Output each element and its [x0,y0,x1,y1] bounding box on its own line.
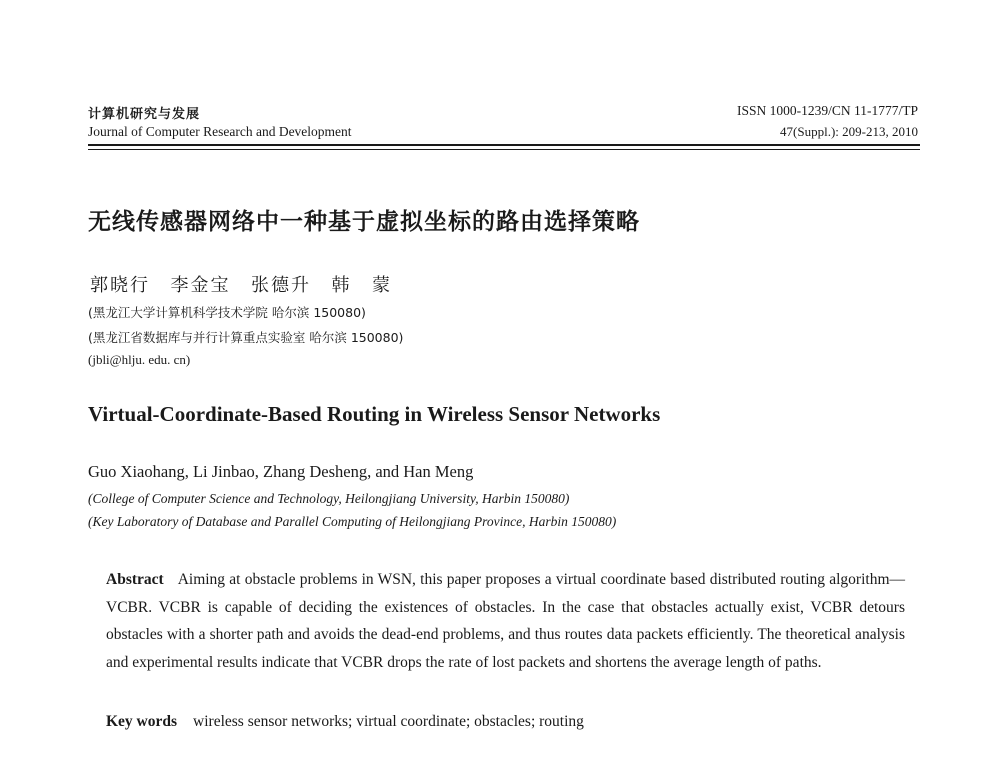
affiliation-en-1: (College of Computer Science and Technology, Heilongjiang University, Harbin 150080) [88,491,570,506]
affiliation-cn-2: (黑龙江省数据库与并行计算重点实验室 哈尔滨 150080) [88,330,404,345]
affiliation-en-2: (Key Laboratory of Database and Parallel Computing of Heilongjiang Province, Harbin 150080) [88,514,617,529]
issn-line: ISSN 1000-1239/CN 11-1777/TP [736,103,918,118]
paper-title-en: Virtual-Coordinate-Based Routing in Wireless Sensor Networks [88,402,661,426]
volume-line: 47(Suppl.): 209-213, 2010 [780,124,918,139]
abstract [106,566,905,676]
affiliation-cn-1: (黑龙江大学计算机科学技术学院 哈尔滨 150080) [88,305,366,320]
authors-en: Guo Xiaohang, Li Jinbao, Zhang Desheng, and Han Meng [88,462,474,481]
journal-title-cn: 计算机研究与发展 [88,107,201,122]
abstract-text: Aiming at obstacle problems in WSN, this paper proposes a virtual coordinate based distributed routing algorithm—VCBR. VCBR is capable of deciding the existences of obstacles. In the case that obstacles actually exist, VCBR detours obstacles with a shorter path and avoids the dead-end problems, and thus routes data packets efficiently. The theoretical analysis and experimental results indicate that VCBR drops the rate of lost packets and shortens the average length of paths. [106,571,905,671]
journal-title-en: Journal of Computer Research and Development [88,124,352,139]
authors-cn: 郭晓行 李金宝 张德升 韩 蒙 [90,275,392,295]
header-rule-thin [88,149,920,150]
header-rule-thick [88,144,920,146]
keywords-text: wireless sensor networks; virtual coordinate; obstacles; routing [193,713,584,730]
keywords [106,713,584,731]
paper-title-cn: 无线传感器网络中一种基于虚拟坐标的路由选择策略 [88,209,640,235]
keywords-label: Key words [106,713,178,730]
abstract-label: Abstract [106,571,164,588]
author-email: (jbli@hlju. edu. cn) [88,352,191,367]
